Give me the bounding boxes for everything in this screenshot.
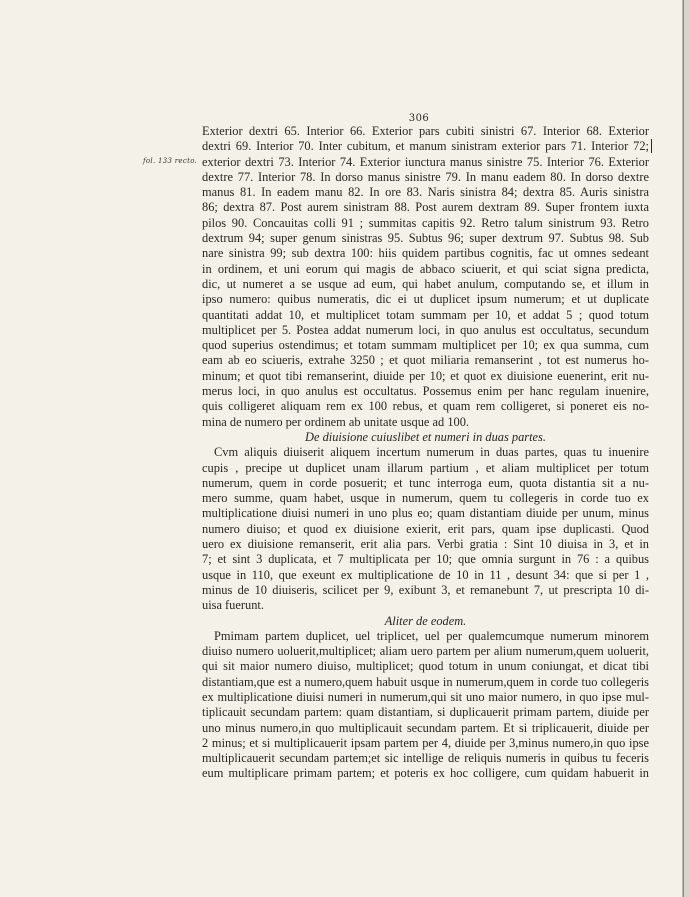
section-heading-1: De diuisione cuiuslibet et numeri in duas partes.	[305, 429, 546, 444]
text-line: Cvm aliquis diuiserit aliquem incertum numerum in duas partes, quas tu inuenire	[214, 445, 649, 460]
text-line: numero diuiso; et quod ex diuisione exierit, erit pars, quam ipse duplicasti. Quod	[202, 521, 649, 536]
text-line: cupis , precipe ut duplicet unam illarum partium , et aliam multiplicet per totum	[202, 460, 649, 475]
text-line: quod superius ostendimus; et totam summam multiplicet per 10; ex qua summa, cum	[202, 338, 649, 353]
text-line: uero ex diuisione remanserit, erit alia pars. Verbi gratia : Sint 10 diuisa in 3, et in	[202, 537, 649, 552]
text-line: pilos 90. Concauitas colli 91 ; summitas capitis 92. Retro talum sinistrum 93. Retro	[202, 215, 649, 230]
text-line: eam ab eo sciueris, extrahe 3250 ; et quot miliaria remanserint , tot est numerus ho-	[202, 353, 649, 368]
text-line: dextre 77. Interior 78. In dorso manus sinistre 79. In manu eadem 80. In dorso dextre	[202, 169, 649, 184]
margin-bar-mark	[651, 139, 652, 153]
text-line: ex multiplicatione diuisi numeri in numerum,qui sit uno maior numero, in quo ipse mul-	[202, 689, 649, 704]
text-line: merus loci, in quo anulus est occultatus. Possemus enim per hanc regulam inuenire,	[202, 384, 649, 399]
text-line: 7; et sint 3 duplicata, et 7 multiplicata per 10; que omnia surgunt in 76 : a quibus	[202, 552, 649, 567]
text-line: distantiam,que est a numero,quem habuit usque in numerum,quem in corde tuo collegeris	[202, 674, 649, 689]
text-line: quantitati addat 10, et multiplicet totam summam per 10, et addat 5 ; quod totum	[202, 307, 649, 322]
text-line: diuiso numero uoluerit,multiplicet; aliam uero partem per alium numerum,quem uoluerit,	[202, 644, 649, 659]
page-number: 306	[408, 113, 430, 124]
text-line: numerum, quem in corde posuerit; et tunc interroga eum, quota distantia sit a nu-	[202, 475, 649, 490]
text-line: usque in 110, que exeunt ex multiplicatione de 10 in 11 , desunt 34: que si per 1 ,	[202, 567, 649, 582]
text-line: exterior dextri 73. Interior 74. Exterior iunctura manus sinistre 75. Interior 76. Exterior	[202, 154, 649, 169]
text-line: qui sit maior numero diuiso, multiplicet; quod totum in unum coniungat, et dicat tibi	[202, 659, 649, 674]
text-line: nare sinistra 99; sub dextra 100: hiis quidem partibus cognitis, fac ut omnes sedeant	[202, 246, 649, 261]
text-line: tiplicauit secundam partem: quam distantiam, si duplicauerit primam partem, diuide per	[202, 705, 649, 720]
text-line: minus de 10 diuiseris, scilicet per 9, exibunt 3, et remanebunt 7, ut prescripta 10 di-	[202, 582, 649, 597]
section-heading-2: Aliter de eodem.	[384, 613, 467, 628]
text-line: dic, ut numeret a se usque ad eum, qui habet anulum, computando se, et illum in	[202, 276, 649, 291]
text-line: Exterior dextri 65. Interior 66. Exterior pars cubiti sinistri 67. Interior 68. Exterior	[202, 124, 649, 138]
page-edge	[683, 0, 690, 897]
text-line: multiplicatione diuisi numeri in uno plus eo; quam distantiam diuide per unum, minus	[202, 506, 649, 521]
text-line: uisa fuerunt.	[202, 598, 264, 613]
text-line: quis colligeret aliquam rem ex 100 rebus, et quam rem colligeret, si poneret eis no-	[202, 399, 649, 414]
text-line: in ordinem, et uni eorum qui magis de abbaco sciuerit, et qui sciat signa predicta,	[202, 261, 649, 276]
text-line: dextrum 94; super genum sinistras 95. Subtus 96; super dextrum 97. Subtus 98. Sub	[202, 231, 649, 246]
text-line: multiplicauerit secundam partem;et sic intellige de reliquis numeris in quibus tu feceris	[202, 751, 649, 766]
text-line: uno minus numero,in quo multiplicauit secundam partem. Et si triplicauerit, diuide per	[202, 720, 649, 735]
paragraph-2	[202, 445, 649, 613]
text-line: Pmimam partem duplicet, uel triplicet, uel per qualemcumque numerum minorem	[214, 628, 649, 643]
text-line: eum multiplicare primam partem; et poteris ex hoc colligere, cum quidam habuerit in	[202, 766, 649, 781]
text-line: multiplicet per 5. Postea addat numerum loci, in quo anulus est occultatus, secundum	[202, 322, 649, 337]
text-line: mina de numero per ordinem ab unitate usque ad 100.	[202, 414, 470, 429]
text-line: minum; et quot tibi remanserint, diuide per 10; et quot ex diuisione euenerint, erit nu-	[202, 368, 649, 383]
text-line: mero summe, quam habet, usque in numerum, quem tu collegeris in corde tuo ex	[202, 491, 649, 506]
paragraph-1	[202, 124, 649, 430]
paragraph-3	[202, 629, 649, 782]
text-line: ipso numero: quibus numeratis, dic ei ut duplicet ipsum numerum; et ut duplicate	[202, 292, 649, 307]
main-text	[202, 124, 649, 782]
text-line: manus 81. In eadem manu 82. In ore 83. Naris sinistra 84; dextra 85. Auris sinistra	[202, 185, 649, 200]
text-line: 2 minus; et si multiplicauerit ipsam partem per 4, diuide per 3,minus numero,in quo ipse	[202, 735, 649, 750]
text-line: 86; dextra 87. Post aurem sinistram 88. Post aurem dextram 89. Super frontem iuxta	[202, 200, 649, 215]
text-line: dextri 69. Interior 70. Inter cubitum, et manum sinistram exterior pars 71. Interior 72;	[202, 139, 649, 154]
margin-note: fol. 133 recto.	[143, 157, 198, 165]
